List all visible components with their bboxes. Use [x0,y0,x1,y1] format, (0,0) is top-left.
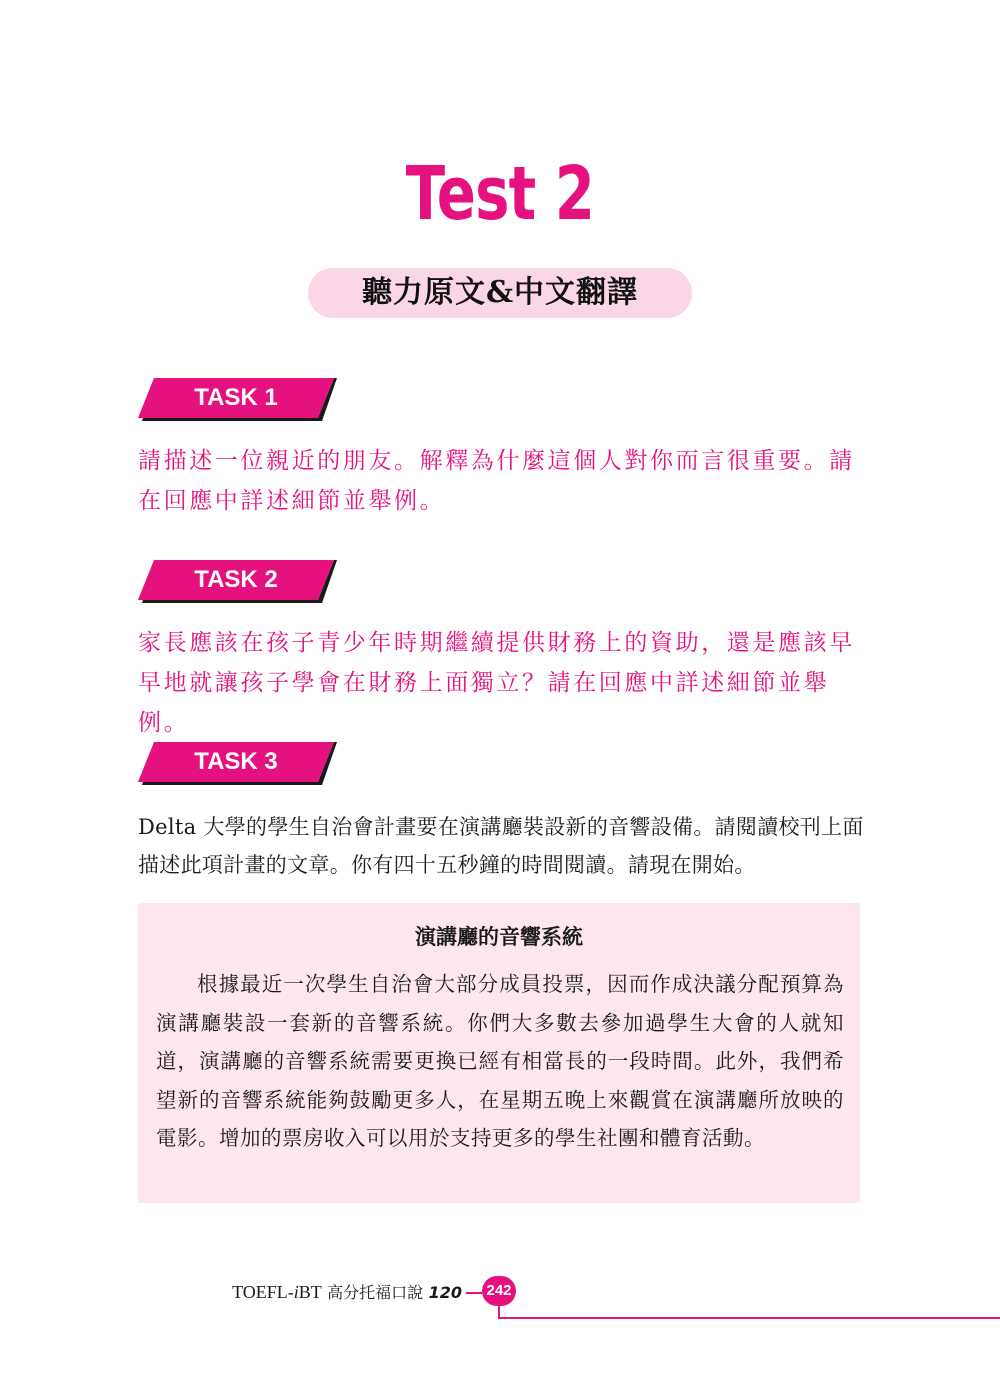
footer-brand: TOEFL- [232,1282,294,1302]
section-subtitle: 聽力原文&中文翻譯 [308,268,692,318]
task-2-prompt: 家長應該在孩子青少年時期繼續提供財務上的資助，還是應該早早地就讓孩子學會在財務上面獨立？請在回應中詳述細節並舉例。 [138,630,855,736]
task-1-label: TASK 1 [194,384,278,411]
footer-vertical-rule [498,1304,500,1318]
task-3-instructions: Delta 大學的學生自治會計畫要在演講廳裝設新的音響設備。請閱讀校刊上面描述此項計畫的文章。你有四十五秒鐘的時間閱讀。請現在開始。 [138,815,864,877]
task-1-prompt: 請描述一位親近的朋友。解釋為什麼這個人對你而言很重要。請在回應中詳述細節並舉例。 [138,448,855,514]
page-title: Test 2 [405,151,595,237]
footer-brand-suffix: BT [298,1282,322,1302]
task-3-banner [138,742,334,784]
reading-title: 演講廳的音響系統 [415,925,583,949]
task-1-banner [138,378,334,420]
footer-dash [466,1292,482,1294]
reading-passage-box [138,903,860,1203]
footer-book-title [232,1278,462,1306]
footer-brand-italic: i [293,1282,299,1302]
footer-horizontal-rule [498,1317,1000,1319]
task-3-label: TASK 3 [194,748,278,775]
reading-body: 根據最近一次學生自治會大部分成員投票，因而作成決議分配預算為演講廳裝設一套新的音響系統。你們大多數去參加過學生大會的人就知道，演講廳的音響系統需要更換已經有相當長的一段時間。此外，我們希望新的音響系統能夠鼓勵更多人，在星期五晚上來觀賞在演講廳所放映的電影。增加的票房收入可以用於支持更多的學生社團和體育活動。 [156,972,844,1150]
task-2-banner [138,560,334,602]
footer-book-name: 高分托福口說 [327,1283,424,1302]
task-2-label: TASK 2 [194,566,278,593]
page-number-badge: 242 [482,1276,516,1306]
footer-book-number: 120 [428,1283,462,1302]
